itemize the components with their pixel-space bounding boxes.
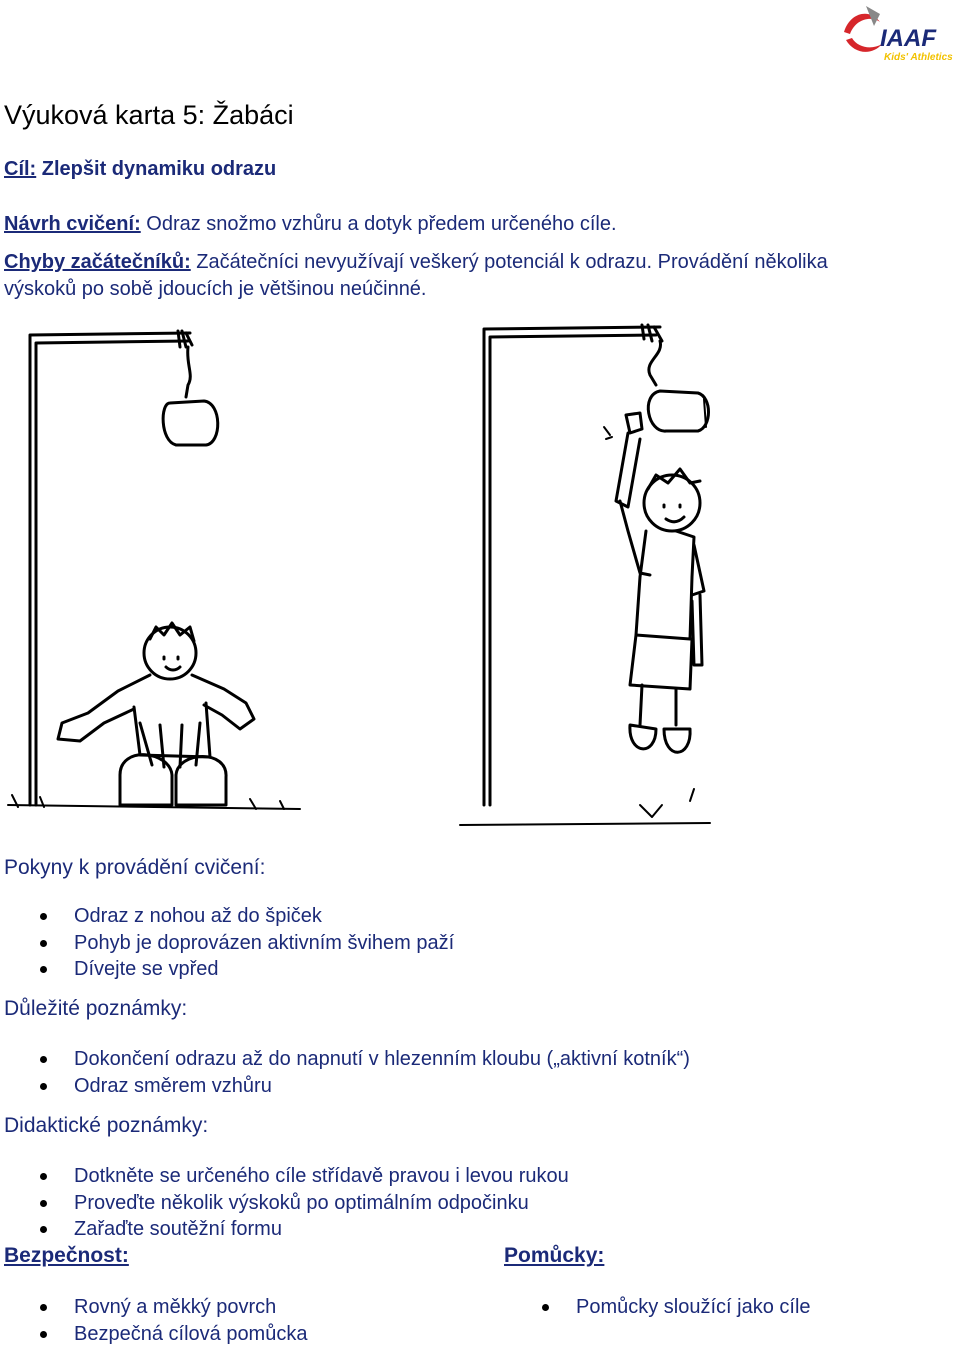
right-target-ball <box>648 391 708 431</box>
list-item: Rovný a měkký povrch <box>0 1294 307 1321</box>
jumping-child-figure <box>616 413 704 752</box>
proposal-text: Odraz snožmo vzhůru a dotyk předem určeného cíle. <box>140 213 617 235</box>
errors-text: Začátečníci nevyužívají veškerý potenciál k odrazu. Provádění několika <box>190 251 828 273</box>
important-list <box>0 1046 690 1099</box>
list-item: Proveďte několik výskoků po optimálním odpočinku <box>0 1190 569 1217</box>
goal-label: Cíl: <box>4 158 37 180</box>
errors-line <box>4 251 828 274</box>
didactic-heading: Didaktické poznámky: <box>4 1114 209 1137</box>
goal-text: Zlepšit dynamiku odrazu <box>36 158 277 180</box>
important-heading: Důležité poznámky: <box>4 997 188 1020</box>
list-item: Pomůcky sloužící jako cíle <box>502 1294 811 1321</box>
logo-brand: IAAF <box>880 25 936 52</box>
errors-text-continued: výskoků po sobě jdoucích je většinou neúčinné. <box>4 278 427 300</box>
proposal-label: Návrh cvičení: <box>4 213 141 235</box>
crouching-child-figure <box>58 623 254 805</box>
didactic-list <box>0 1163 569 1243</box>
equipment-heading: Pomůcky: <box>504 1244 605 1267</box>
equipment-list <box>502 1294 811 1321</box>
instructions-list <box>0 903 454 983</box>
exercise-illustration <box>0 305 960 835</box>
list-item: Dívejte se vpřed <box>0 956 454 983</box>
instructions-heading: Pokyny k provádění cvičení: <box>4 856 266 879</box>
proposal-line <box>4 213 617 236</box>
iaaf-kids-athletics-logo <box>836 4 958 68</box>
list-item: Odraz směrem vzhůru <box>0 1073 690 1100</box>
goal-line <box>4 158 276 181</box>
page-title: Výuková karta 5: Žabáci <box>4 100 294 130</box>
list-item: Dotkněte se určeného cíle střídavě pravou i levou rukou <box>0 1163 569 1190</box>
errors-label: Chyby začátečníků: <box>4 251 191 273</box>
list-item: Bezpečná cílová pomůcka <box>0 1321 307 1348</box>
list-item: Dokončení odrazu až do napnutí v hlezenním kloubu („aktivní kotník“) <box>0 1046 690 1073</box>
left-target-stand <box>8 331 300 809</box>
list-item: Zařaďte soutěžní formu <box>0 1216 569 1243</box>
left-target-ball <box>163 401 218 445</box>
list-item: Pohyb je doprovázen aktivním švihem paží <box>0 930 454 957</box>
logo-sub: Kids' Athletics <box>884 52 953 63</box>
list-item: Odraz z nohou až do špiček <box>0 903 454 930</box>
safety-list <box>0 1294 307 1347</box>
safety-heading: Bezpečnost: <box>4 1244 129 1267</box>
logo-graphic <box>836 4 958 68</box>
